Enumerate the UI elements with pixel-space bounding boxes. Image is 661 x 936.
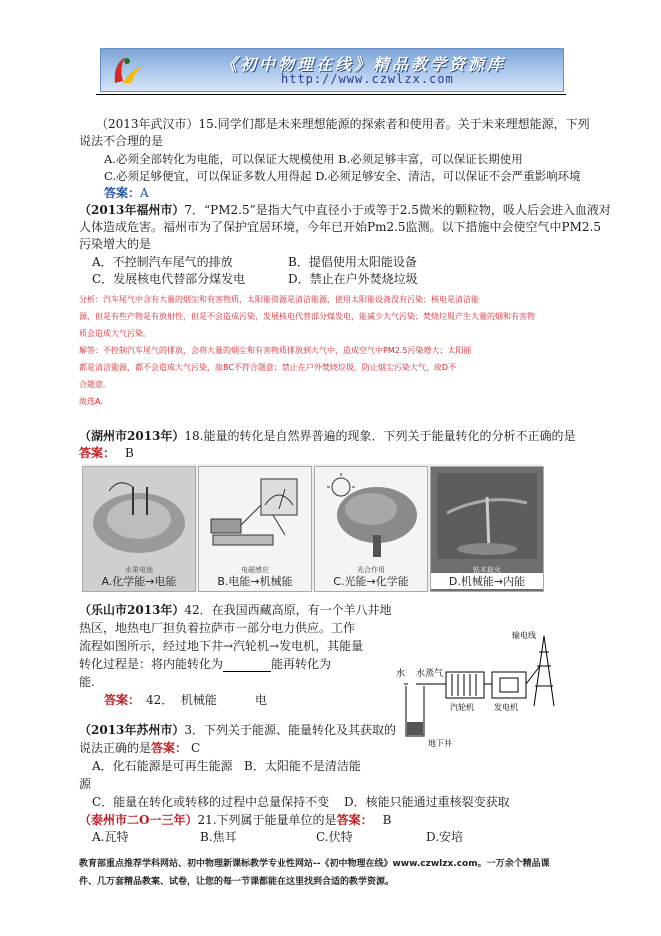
q4-line1 [79, 602, 392, 618]
q6-option-b: B.焦耳 [200, 830, 237, 844]
banner-url[interactable]: http://www.czwlzx.com [281, 72, 454, 86]
q1-line1: （2013年武汉市）15.同学们都是未来理想能源的探索者和使用者。关于未来理想能源，下列 [96, 117, 590, 131]
q4-line4 [79, 656, 331, 672]
q5-option-d: D．核能只能通过重核裂变获取 [344, 795, 510, 809]
q5-line2 [79, 740, 200, 756]
q5-option-c: C．能量在转化或转移的过程中总量保持不变 [92, 795, 330, 809]
answer-label: 答案： [336, 813, 373, 827]
q4-text4: 转化过程是：将内能转化为 [79, 657, 224, 671]
fire-icon [437, 473, 537, 559]
page-footer [79, 856, 599, 890]
analysis-line: 故选A. [79, 397, 103, 406]
answer-label: 答案： [79, 446, 116, 460]
q5-option-b: B．太阳能不是清洁能 [244, 759, 361, 773]
logo-icon [109, 53, 145, 87]
q6-text: 21.下列属于能量单位的是 [197, 813, 337, 827]
figure-photosynthesis [314, 466, 428, 592]
diagram-label-steam: 水蒸气 [416, 669, 444, 679]
q5-source: （2013年苏州市） [79, 723, 185, 737]
q2-source: （2013年福州市） [79, 203, 185, 217]
banner-title: 《初中物理在线》精品教学资源库 [221, 55, 507, 74]
analysis-line: 质会造成大气污染。 [79, 329, 151, 338]
footer-line1: 教育部重点推荐学科网站、初中物理新课标教学专业性网站--《初中物理在线》www.czwlzx.com。一万余个精品课 [79, 859, 550, 869]
answer-value: 42． 机械能 电 [146, 693, 268, 707]
q1-options-cd: C.必须足够便宜，可以保证多数人用得起 D.必须足够安全、清洁，可以保证不会严重影响环境 [104, 169, 581, 183]
q1-line2: 说法不合理的是 [79, 134, 164, 148]
q6-line [79, 812, 391, 828]
figure-sublabel: 光合作用 [357, 566, 385, 574]
tree-icon [321, 473, 421, 559]
q2-option-c: C．发展核电代替部分煤发电 [92, 272, 246, 286]
answer-label: 答案： [104, 186, 141, 200]
q1-options-ab: A.必须全部转化为电能，可以保证大规模使用 B.必须足够丰富，可以保证长期使用 [104, 152, 523, 166]
figure-sublabel: 水果电池 [125, 566, 153, 574]
q2-option-b: B．提倡使用太阳能设备 [288, 255, 417, 269]
analysis-line: 合题意。 [79, 380, 111, 389]
answer-value: B [382, 813, 392, 827]
diagram-label-water: 水 [396, 669, 406, 679]
q3-source: （湖州市2013年） [79, 429, 185, 443]
answer-blank[interactable] [223, 659, 271, 672]
q6-option-a: A.瓦特 [92, 830, 129, 844]
analysis-line: 都是清洁能源，都不会造成大气污染，故BC不符合题意；禁止在户外焚烧垃圾，防止烟尘污染大气，故D不 [79, 363, 457, 372]
q5-option-b-cont: 源 [79, 777, 92, 791]
answer-value: C [191, 741, 201, 755]
figure-sublabel: 钻木取火 [473, 566, 501, 574]
q5-option-a: A．化石能源是可再生能源 [92, 759, 233, 773]
q4-answer [104, 692, 267, 708]
figure-fruit-battery [82, 466, 196, 592]
q2-option-a: A．不控制汽车尾气的排放 [92, 255, 233, 269]
q2-analysis [79, 293, 579, 408]
q4-text1: 42．在我国西藏高原，有一个羊八井地 [184, 603, 392, 617]
diagram-label-turbine: 汽轮机 [450, 703, 474, 712]
q3-text: 18.能量的转化是自然界普遍的现象．下列关于能量转化的分析不正确的是 [184, 429, 576, 443]
diagram-label-wire: 输电线 [512, 631, 536, 640]
q4-source: （乐山市2013年） [79, 603, 185, 617]
q2-text1: 7．“PM2.5”是指大气中直径小于或等于2.5微米的颗粒物，吸人后会进入血液对 [184, 203, 611, 217]
figure-caption: A.化学能→电能 [101, 575, 177, 588]
answer-label: 答案： [104, 693, 141, 707]
q6-option-c: C.伏特 [316, 830, 353, 844]
q3-answer [79, 445, 134, 461]
fruit-icon [89, 477, 189, 557]
q5-text2: 说法正确的是 [79, 741, 152, 755]
q2-option-d: D．禁止在户外焚烧垃圾 [288, 272, 418, 286]
analysis-line: 分析：汽车尾气中含有大量的烟尘和有害物质，太阳能资源是清洁能源，使用太阳能设备没有污染；核电是清洁能 [79, 295, 479, 304]
q5-line1 [79, 722, 396, 738]
q4-text5: 能再转化为 [271, 657, 332, 671]
answer-value: B [125, 446, 134, 460]
footer-line2: 件、几万套精品教案、试卷，让您的每一节课都能在这里找到合适的教学资源。 [79, 877, 395, 887]
q3-line [79, 428, 576, 444]
figure-sublabel: 电磁感应 [241, 566, 269, 574]
figure-induction [198, 466, 312, 592]
diagram-label-generator: 发电机 [494, 703, 518, 712]
geothermal-diagram [394, 626, 566, 750]
q4-line5: 能. [79, 675, 95, 689]
q6-source: （泰州市二O一三年） [79, 813, 198, 827]
q3-figure-strip [82, 464, 542, 592]
q4-line2: 热区，地热电厂担负着拉萨市一部分电力供应。工作 [79, 621, 356, 635]
figure-caption: D.机械能→内能 [431, 573, 543, 589]
q2-line1 [79, 202, 611, 218]
answer-label: 答案： [151, 741, 188, 755]
analysis-line: 源，但是有些产物是有放射性，但是不会造成污染，发展核电代替部分煤发电，能减少大气污染；焚烧垃圾产生大量的烟和有害物 [79, 312, 535, 321]
q2-line3: 污染增大的是 [79, 237, 152, 251]
figure-caption: C.光能→化学能 [333, 575, 409, 588]
figure-drilling-fire [430, 466, 544, 592]
header-banner [100, 48, 564, 92]
header-divider [96, 94, 566, 95]
q4-line3: 流程如图所示，经过地下井→汽轮机→发电机，其能量 [79, 639, 364, 653]
answer-value: A [140, 186, 149, 200]
meter-icon [205, 475, 305, 555]
q2-line2: 人体造成危害。福州市为了保护宜居环境，今年已开始Pm2.5监测。以下措施中会使空气中PM2.5 [79, 220, 601, 234]
q1-answer [104, 185, 149, 201]
analysis-line: 解答：不控制汽车尾气的排放，会将大量的烟尘和有害物质排放到大气中，造成空气中PM2.5污染增大；太阳能 [79, 346, 472, 355]
q6-option-d: D.安培 [426, 830, 464, 844]
diagram-label-well: 地下井 [428, 739, 452, 748]
figure-caption: B.电能→机械能 [217, 575, 293, 588]
q5-text1: 3．下列关于能源、能量转化及其获取的 [184, 723, 397, 737]
